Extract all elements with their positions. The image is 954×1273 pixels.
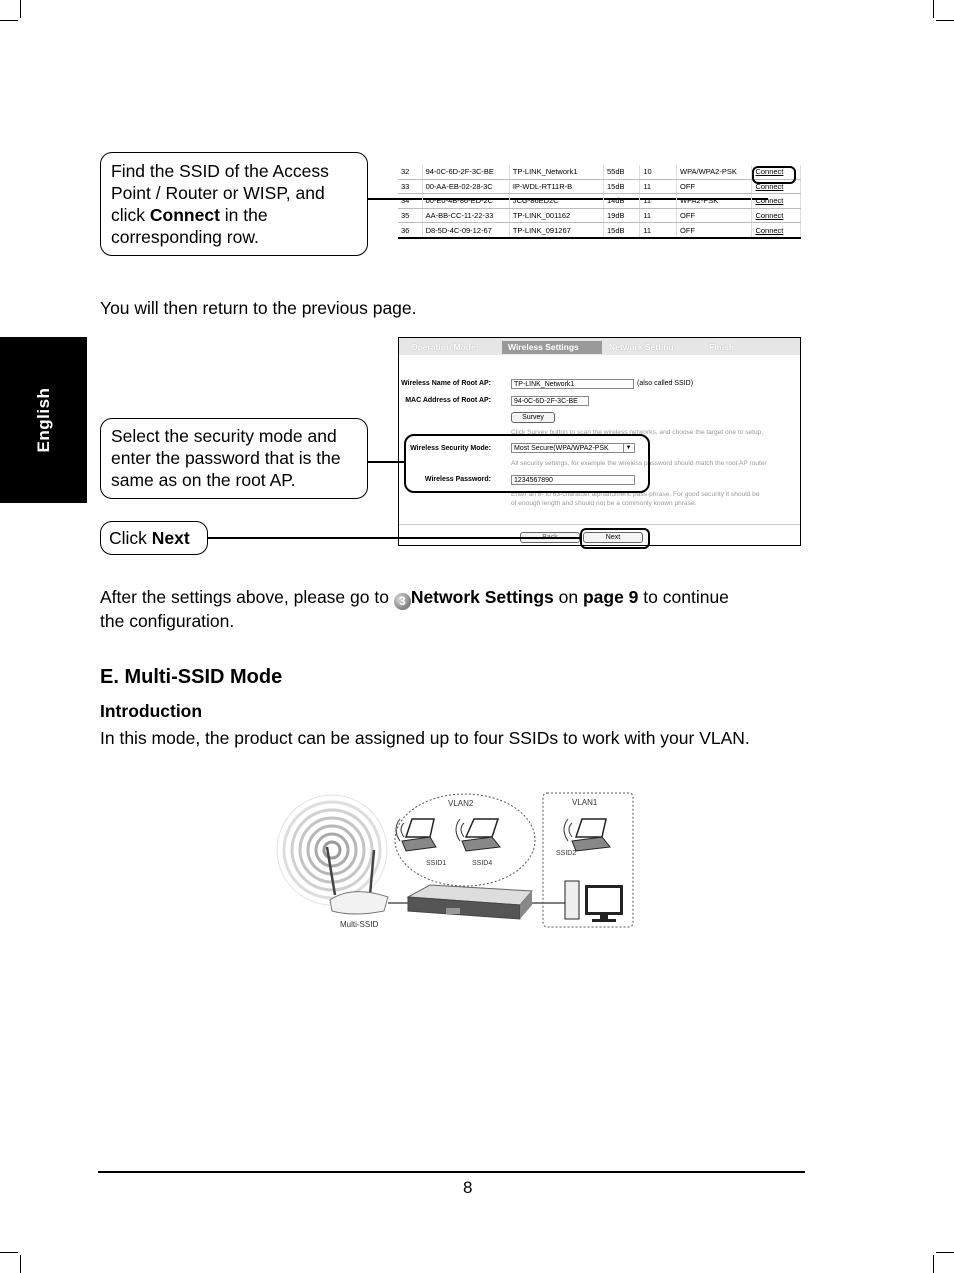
table-cell: TP-LINK_091267 [509,223,603,238]
intro-text: In this mode, the product can be assigned up to four SSIDs to work with your VLAN. [100,728,750,748]
table-cell: 10 [640,165,677,179]
callout-line: Find the SSID of the Access [111,161,329,181]
table-cell: 35 [398,208,422,223]
footer-rule [98,1171,805,1173]
security-mode-value: Most Secure(WPA/WPA2-PSK [514,445,609,452]
connect-link[interactable]: Connect [752,165,801,179]
table-cell: D8-5D-4C-09-12-67 [422,223,509,238]
wizard-tabs [399,338,800,355]
root-ap-note: (also called SSID) [637,380,694,387]
language-label: English [33,387,53,453]
table-cell: 11 [640,179,677,194]
table-cell: OFF [677,208,752,223]
table-row [398,165,801,179]
connect-link[interactable]: Connect [752,194,801,209]
switch-icon [408,885,532,919]
table-cell: OFF [677,223,752,238]
callout-security-mode [100,418,368,499]
desktop-computer-icon [565,881,623,922]
root-ap-input[interactable]: TP-LINK_Network1 [511,379,634,389]
chevron-down-icon: ▼ [623,444,633,452]
callout-line: click Connect in the [111,205,268,225]
connector-line [368,461,404,463]
survey-button[interactable]: Survey [511,412,555,423]
table-row [398,179,801,194]
tab-finish[interactable]: Finish [709,342,735,352]
connector-line [208,537,580,539]
tab-operation-mode[interactable]: Operation Mode [411,342,476,352]
laptop-icon [462,819,500,851]
table-cell: 94-0C-6D-2F-3C-BE [422,165,509,179]
tab-wireless-settings[interactable]: Wireless Settings [502,341,602,354]
language-tab [0,337,87,503]
table-cell: 19dB [603,208,639,223]
vlan1-label: VLAN1 [572,798,598,807]
password-hint-1: Enter an 8- to 63-character alphanumeric pass-phrase. For good security it should be [511,491,760,498]
callout-line: Select the security mode and [111,426,337,446]
table-cell: 34 [398,194,422,209]
table-cell: 15dB [603,179,639,194]
after-settings-text: After the settings above, please go to 3 Network Settings on page 9 to continue the configuration. [100,587,729,631]
laptop-icon [572,819,610,851]
device-label: Multi-SSID [340,920,379,929]
vlan2-label: VLAN2 [448,799,474,808]
intro-heading: Introduction [100,701,203,721]
table-cell: WPA/WPA2-PSK [677,165,752,179]
table-cell: JCG-86ED2C [509,194,603,209]
mac-label: MAC Address of Root AP: [405,397,491,404]
security-highlight [404,434,650,493]
table-cell: 15dB [603,223,639,238]
page-number: 8 [463,1178,473,1197]
tab-network-setting[interactable]: Network Setting [609,342,674,352]
next-highlight [580,528,650,549]
table-row [398,223,801,238]
security-hint: All security settings, for example the wireless password should match the root AP router [511,460,767,467]
survey-hint: Click Survey button to scan the wireless networks, and choose the target one to setup. [511,429,764,436]
callout-line: corresponding row. [111,227,259,247]
table-cell: TP-LINK_001162 [509,208,603,223]
password-label: Wireless Password: [424,476,491,483]
table-cell: 55dB [603,165,639,179]
table-cell: OFF [677,179,752,194]
table-row [398,194,801,209]
table-row [398,208,801,223]
ssid1-label: SSID1 [426,860,447,867]
table-cell: 11 [640,223,677,238]
table-cell: 36 [398,223,422,238]
ssid4-label: SSID4 [472,860,493,867]
callout-find-ssid [100,152,368,256]
table-cell: 32 [398,165,422,179]
table-cell: 00-AA-EB-02-28-3C [422,179,509,194]
panel-divider [399,524,800,525]
table-cell: IP-WDL-RT11R-B [509,179,603,194]
callout-line: same as on the root AP. [111,470,296,490]
mac-input[interactable]: 94-0C-6D-2F-3C-BE [511,396,589,406]
section-title: E. Multi-SSID Mode [100,666,283,688]
connect-link[interactable]: Connect [752,208,801,223]
multi-ssid-diagram [270,785,640,935]
table-cell: AA-BB-CC-11-22-33 [422,208,509,223]
root-ap-label: Wireless Name of Root AP: [401,380,491,387]
callout-click-next: Click Next [100,521,208,555]
connect-link[interactable]: Connect [752,223,801,238]
table-cell: WPA2-PSK [677,194,752,209]
table-cell: TP-LINK_Network1 [509,165,603,179]
callout-line: Point / Router or WISP, and [111,183,325,203]
callout-line: enter the password that is the [111,448,341,468]
ssid2-label: SSID2 [556,850,577,857]
table-cell: 33 [398,179,422,194]
table-cell: 00-E0-4B-86-ED-2C [422,194,509,209]
password-input[interactable]: 1234567890 [511,475,635,485]
password-hint-2: of enough length and should not be a commonly known phrase. [511,500,697,507]
step-badge-icon: 3 [394,593,411,610]
next-button[interactable]: Next [583,532,643,543]
security-mode-label: Wireless Security Mode: [410,445,491,452]
connect-link[interactable]: Connect [752,179,801,194]
table-cell: 11 [640,208,677,223]
table-cell: 14dB [603,194,639,209]
scan-results-table [398,165,801,239]
return-text: You will then return to the previous page. [100,298,417,318]
connect-highlight [752,166,796,184]
laptop-icon [402,819,436,851]
table-cell: 11 [640,194,677,209]
